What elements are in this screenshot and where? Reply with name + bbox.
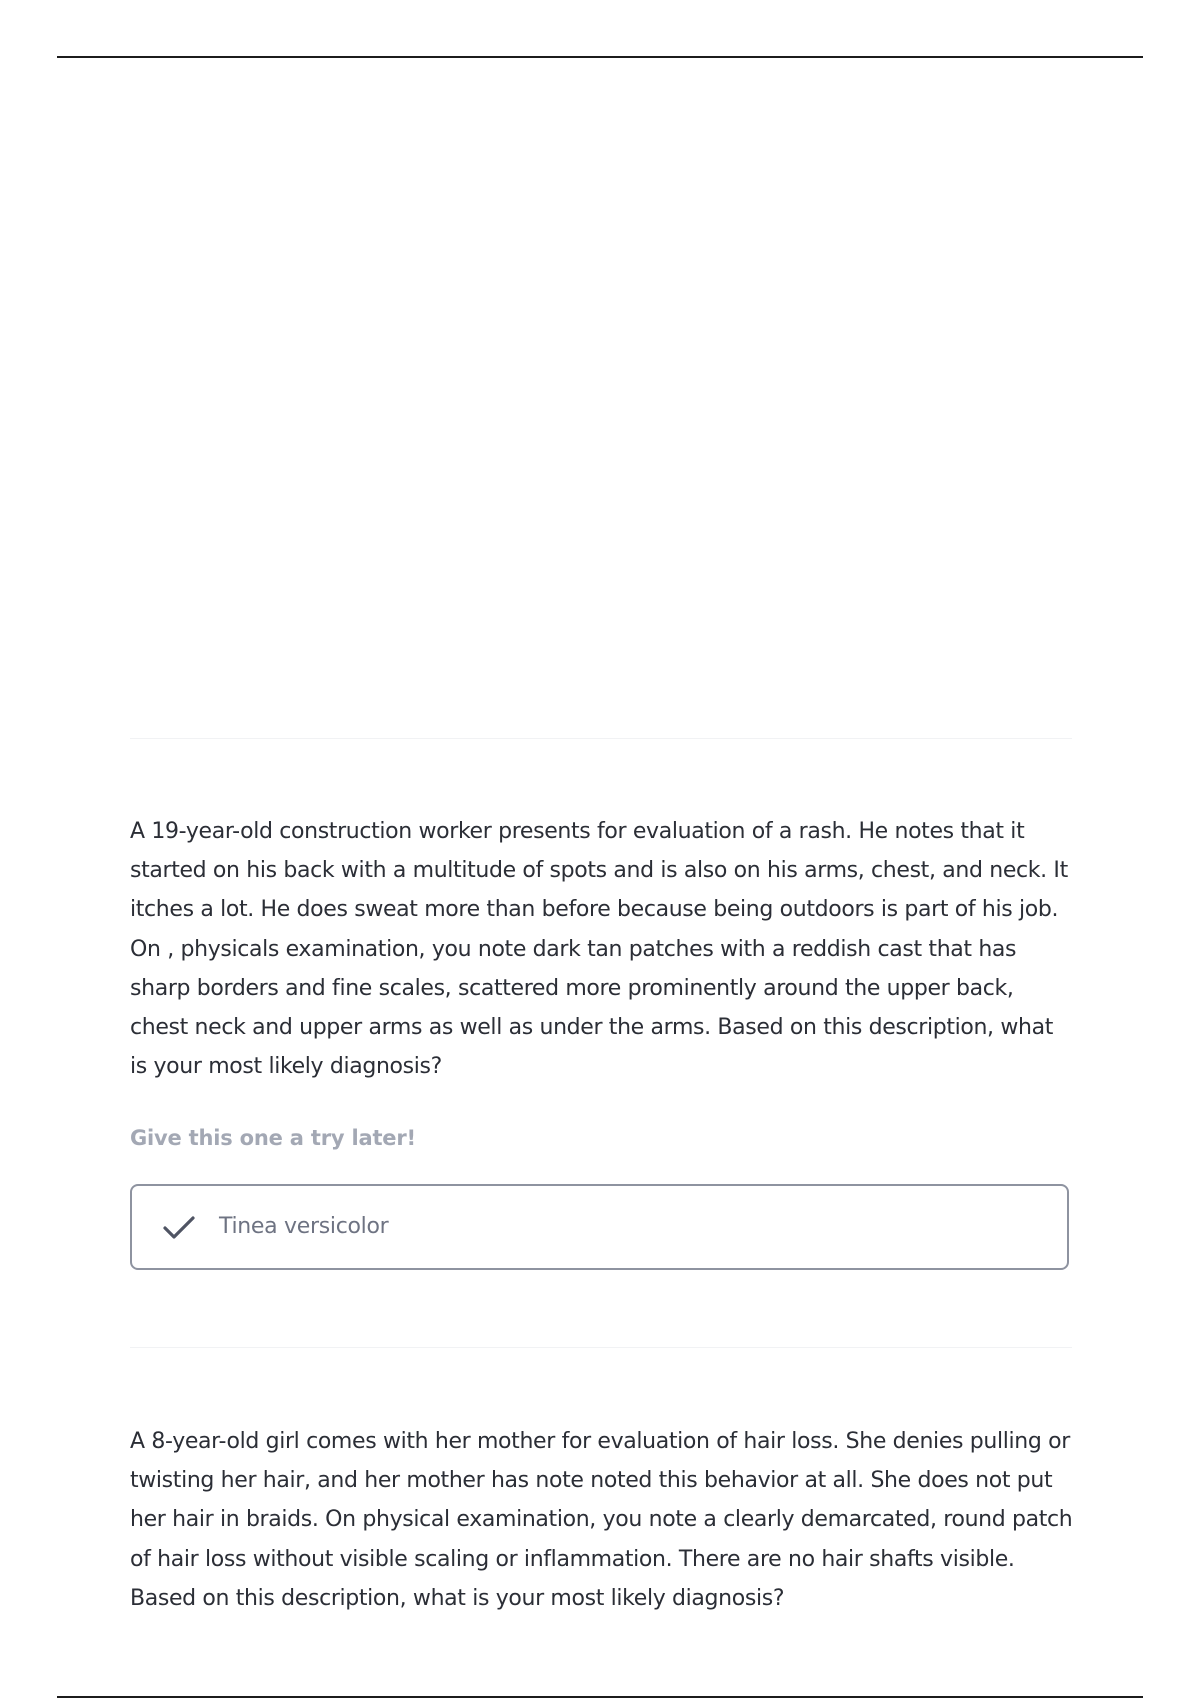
try-later-label: Give this one a try later! [130, 1126, 416, 1150]
page-top-rule [57, 56, 1143, 58]
checkmark-icon [162, 1214, 196, 1242]
question-1-text: A 19-year-old construction worker presents for evaluation of a rash. He notes that it started on his back with a multitude of spots and is also on his arms, chest, and neck. It itches a lot. He does sweat more than before because being outdoors is part of his job. On , physicals examination, you note dark tan patches with a reddish cast that has sharp borders and fine scales, scattered more prominently around the upper back, chest neck and upper arms as well as under the arms. Based on this description, what is your most likely diagnosis? [130, 819, 1068, 1080]
answer-option-tinea-versicolor[interactable] [130, 1184, 1069, 1270]
page-bottom-rule [57, 1696, 1143, 1698]
section-divider [130, 738, 1072, 739]
answer-option-label: Tinea versicolor [219, 1214, 389, 1239]
question-2-text: A 8-year-old girl comes with her mother for evaluation of hair loss. She denies pulling or twisting her hair, and her mother has note noted this behavior at all. She does not put her hair in braids. On physical examination, you note a clearly demarcated, round patch of hair loss without visible scaling or inflammation. There are no hair shafts visible. Based on this description, what is your most likely diagnosis? [130, 1429, 1073, 1611]
section-divider [130, 1347, 1072, 1348]
